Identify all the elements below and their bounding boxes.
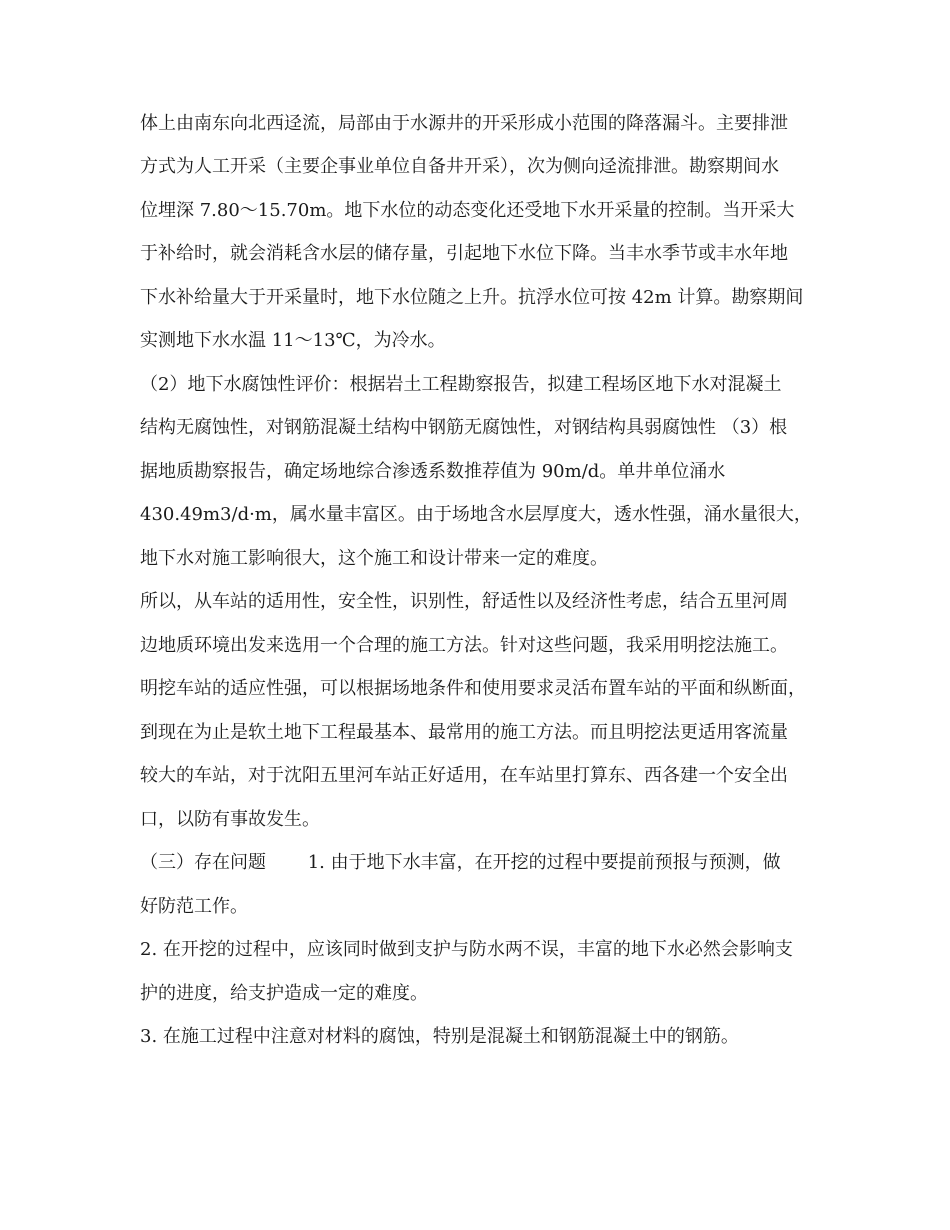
text-line: 2. 在开挖的过程中，应该同时做到支护与防水两不误，丰富的地下水必然会影响支 — [140, 939, 793, 960]
text-line: 体上由南东向北西迳流，局部由于水源井的开采形成小范围的降落漏斗。主要排泄 — [140, 113, 788, 134]
text-line: 好防范工作。 — [140, 896, 248, 917]
text-line: 较大的车站，对于沈阳五里河车站正好适用，在车站里打算东、西各建一个安全出 — [140, 765, 788, 786]
text-line: 位埋深 7.80～15.70m。地下水位的动态变化还受地下水开采量的控制。当开采大 — [140, 200, 795, 221]
text-line: 实测地下水水温 11～13℃，为冷水。 — [140, 330, 446, 351]
text-line: （2）地下水腐蚀性评价：根据岩土工程勘察报告，拟建工程场区地下水对混凝土 — [140, 374, 782, 395]
text-line: 结构无腐蚀性，对钢筋混凝土结构中钢筋无腐蚀性，对钢结构具弱腐蚀性 （3）根 — [140, 417, 788, 438]
text-line: （三）存在问题 1. 由于地下水丰富，在开挖的过程中要提前预报与预测，做 — [140, 852, 781, 873]
text-line: 于补给时，就会消耗含水层的储存量，引起地下水位下降。当丰水季节或丰水年地 — [140, 243, 788, 264]
text-line: 据地质勘察报告，确定场地综合渗透系数推荐值为 90m/d。单井单位涌水 — [140, 461, 726, 482]
text-line: 下水补给量大于开采量时，地下水位随之上升。抗浮水位可按 42m 计算。勘察期间 — [140, 287, 804, 308]
text-line: 方式为人工开采（主要企事业单位自备井开采），次为侧向迳流排泄。勘察期间水 — [140, 156, 779, 177]
text-line: 地下水对施工影响很大，这个施工和设计带来一定的难度。 — [140, 548, 608, 569]
text-line: 3. 在施工过程中注意对材料的腐蚀，特别是混凝土和钢筋混凝土中的钢筋。 — [140, 1026, 739, 1047]
text-line: 430.49m3/d·m，属水量丰富区。由于场地含水层厚度大，透水性强，涌水量很大， — [140, 504, 812, 525]
text-line: 边地质环境出发来选用一个合理的施工方法。针对这些问题，我采用明挖法施工。 — [140, 635, 788, 656]
text-line: 所以，从车站的适用性，安全性，识别性，舒适性以及经济性考虑，结合五里河周 — [140, 591, 788, 612]
text-line: 护的进度，给支护造成一定的难度。 — [140, 983, 428, 1004]
text-line: 明挖车站的适应性强，可以根据场地条件和使用要求灵活布置车站的平面和纵断面， — [140, 678, 806, 699]
text-line: 到现在为止是软土地下工程最基本、最常用的施工方法。而且明挖法更适用客流量 — [140, 722, 788, 743]
text-line: 口，以防有事故发生。 — [140, 809, 320, 830]
